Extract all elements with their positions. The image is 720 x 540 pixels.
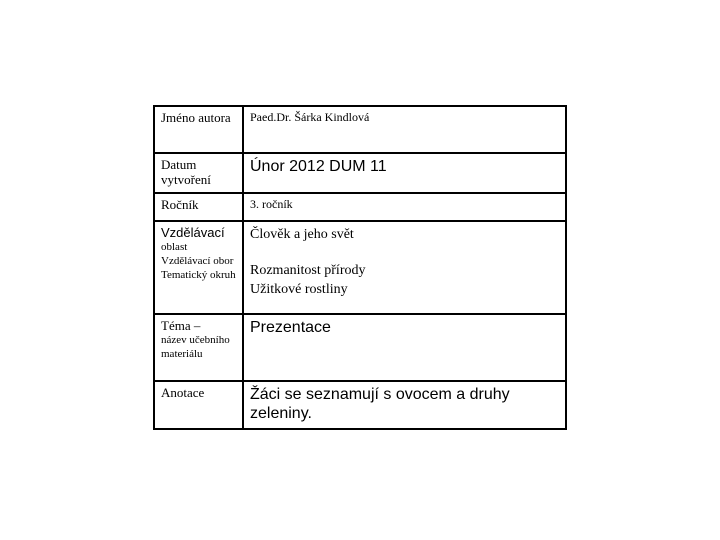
- area-label-cell: [154, 221, 243, 314]
- area-value-spacer: [250, 244, 560, 261]
- author-label: Jméno autora: [154, 106, 243, 153]
- topic-label-sub: název učebního materiálu: [161, 334, 230, 360]
- annotation-label: Anotace: [154, 381, 243, 429]
- table-row-date: [154, 153, 566, 193]
- table-row-area: [154, 221, 566, 314]
- area-value-1: Člověk a jeho svět: [250, 227, 354, 242]
- grade-label: Ročník: [154, 193, 243, 221]
- table-row-annotation: [154, 381, 566, 429]
- metadata-table: [153, 105, 567, 430]
- area-label-main: Vzdělávací: [161, 225, 225, 240]
- date-value: Únor 2012 DUM 11: [243, 153, 566, 193]
- table-row-topic: [154, 314, 566, 381]
- annotation-value: Žáci se seznamují s ovocem a druhy zeleniny.: [243, 381, 566, 429]
- table-row-grade: [154, 193, 566, 221]
- area-value-3: Užitkové rostliny: [250, 282, 348, 297]
- topic-label-cell: [154, 314, 243, 381]
- topic-label-main: Téma –: [161, 318, 201, 333]
- area-label-sub1: oblast: [161, 241, 188, 253]
- topic-value: Prezentace: [243, 314, 566, 381]
- area-label-sub2: Vzdělávací obor: [161, 255, 234, 267]
- table-row-author: [154, 106, 566, 153]
- area-value-cell: [243, 221, 566, 314]
- grade-value: 3. ročník: [243, 193, 566, 221]
- area-label-sub3: Tematický okruh: [161, 269, 236, 281]
- author-value: Paed.Dr. Šárka Kindlová: [243, 106, 566, 153]
- area-value-2: Rozmanitost přírody: [250, 263, 366, 278]
- date-label: Datum vytvoření: [154, 153, 243, 193]
